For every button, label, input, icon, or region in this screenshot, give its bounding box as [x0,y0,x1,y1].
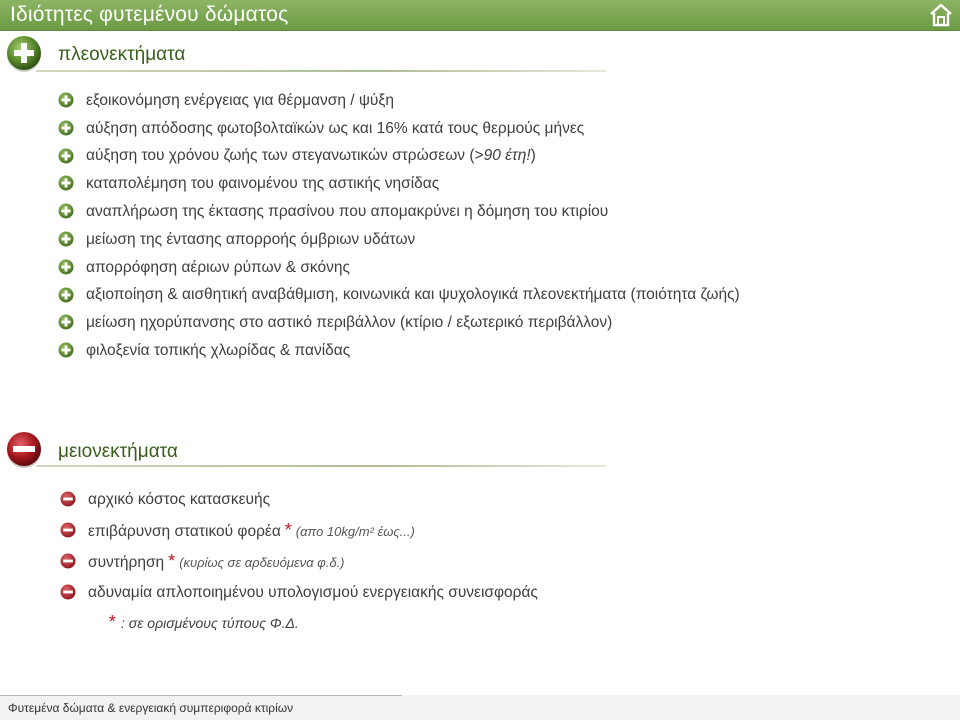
pros-item [58,337,740,365]
pros-item [58,254,740,282]
pros-item [58,309,740,337]
cons-item-star: * [284,520,292,540]
cons-item-text: αρχικό κόστος κατασκευής [88,490,271,508]
minus-circle-icon [4,430,44,470]
cons-item-text: επιβάρυνση στατικού φορέα * (απο 10kg/m² έως...) [88,520,415,540]
minus-bullet-icon [60,491,76,507]
minus-bullet-icon [60,584,76,600]
pros-item [58,198,740,226]
plus-bullet-icon [58,120,74,136]
footer-rule [0,695,402,696]
footnote-text: : σε ορισμένους τύπους Φ.Δ. [121,615,299,631]
pros-item [58,170,740,198]
slide-title: Ιδιότητες φυτεμένου δώματος [10,3,289,26]
pros-list [58,87,740,365]
plus-bullet-icon [58,203,74,219]
pros-heading: πλεονεκτήματα [58,44,186,65]
pros-heading-rule [36,70,606,72]
cons-section-header [0,430,610,470]
cons-item [60,515,538,546]
pros-item-text: μείωση της έντασης απορροής όμβριων υδάτων [86,230,416,248]
pros-item [58,143,740,171]
plus-bullet-icon [58,175,74,191]
plus-bullet-icon [58,287,74,303]
cons-item-text: αδυναμία απλοποιημένου υπολογισμού ενεργειακής συνεισφοράς [88,583,538,601]
pros-item [58,115,740,143]
home-icon[interactable] [928,2,954,28]
plus-bullet-icon [58,314,74,330]
footnote-star: * [108,612,116,632]
minus-bullet-icon [60,522,76,538]
footer [0,695,960,720]
plus-bullet-icon [58,342,74,358]
pros-item-text: αναπλήρωση της έκτασης πρασίνου που απομακρύνει η δόμηση του κτιρίου [86,203,609,221]
pros-item-text: αύξηση του χρόνου ζωής των στεγανωτικών στρώσεων (>90 έτη!) [86,147,536,165]
pros-item-text: αύξηση απόδοσης φωτοβολταϊκών ως και 16% κατά τους θερμούς μήνες [86,119,585,137]
cons-item-text: συντήρηση * (κυρίως σε αρδευόμενα φ.δ.) [88,551,345,571]
pros-section-header [0,34,610,74]
plus-circle-icon [4,34,44,74]
footer-text: Φυτεμένα δώματα & ενεργειακή συμπεριφορά κτιρίων [8,701,294,715]
pros-item-italic: 90 έτη! [483,147,531,165]
pros-item-text: καταπολέμηση του φαινομένου της αστικής νησίδας [86,175,440,193]
cons-item-note: (κυρίως σε αρδευόμενα φ.δ.) [179,555,345,570]
pros-item [58,282,740,310]
cons-item [60,484,538,515]
plus-bullet-icon [58,231,74,247]
pros-item-text: φιλοξενία τοπικής χλωρίδας & πανίδας [86,342,351,360]
pros-item-text: απορρόφηση αέριων ρύπων & σκόνης [86,258,350,276]
cons-heading-rule [36,465,606,467]
pros-item [58,87,740,115]
cons-item-star: * [168,551,176,571]
cons-item [60,577,538,608]
cons-item [60,546,538,577]
pros-item [58,226,740,254]
plus-bullet-icon [58,259,74,275]
plus-bullet-icon [58,148,74,164]
pros-item-text: μείωση ηχορύπανσης στο αστικό περιβάλλον (κτίριο / εξωτερικό περιβάλλον) [86,314,613,332]
title-bar [0,0,960,31]
footnote [108,612,299,633]
pros-item-text: αξιοποίηση & αισθητική αναβάθμιση, κοινωνικά και ψυχολογικά πλεονεκτήματα (ποιότητα ζωής) [86,286,740,304]
cons-heading: μειονεκτήματα [58,441,178,462]
pros-item-text: εξοικονόμηση ενέργειας για θέρμανση / ψύξη [86,91,394,109]
cons-item-note: (απο 10kg/m² έως...) [295,524,415,539]
plus-bullet-icon [58,92,74,108]
minus-bullet-icon [60,553,76,569]
cons-list [60,484,538,608]
